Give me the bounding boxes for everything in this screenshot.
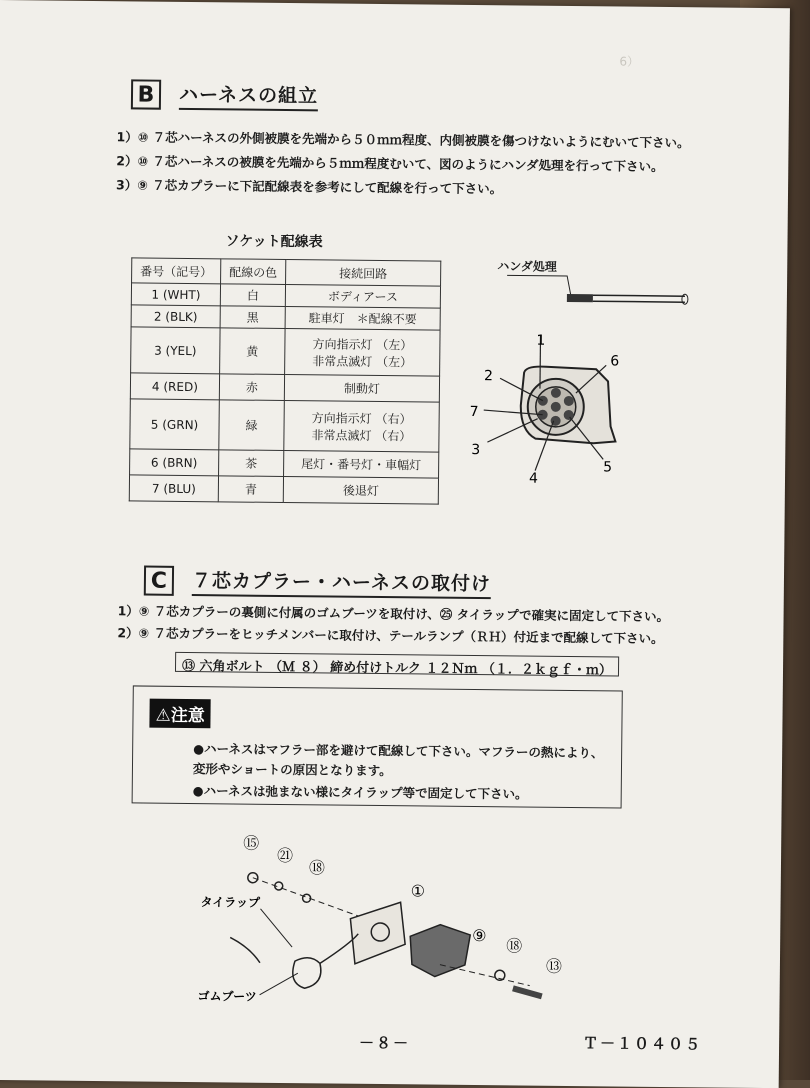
part-label: ㉑ [276, 845, 294, 866]
caution-line: 変形やショートの原因となります。 [192, 761, 392, 779]
table-row [131, 283, 440, 308]
part-label: ⑱ [308, 858, 326, 878]
section-c-header [144, 566, 491, 600]
pin-number: 4 (RED) [130, 373, 219, 400]
solder-wire-diagram [497, 267, 698, 319]
part-label: ⑮ [243, 833, 260, 853]
tie-wrap-label: タイラップ [200, 895, 261, 910]
pin-label: 1 [536, 332, 546, 349]
pin-label: 5 [603, 459, 613, 476]
socket-table-title: ソケット配線表 [225, 233, 323, 251]
pin-number: 3 (YEL) [131, 327, 220, 374]
table-row [130, 399, 440, 452]
rubber-boot-label: ゴムブーツ [197, 989, 257, 1004]
wire-color: 黒 [220, 306, 285, 329]
document-code: Ｔ－１０４０５ [583, 1034, 703, 1054]
pin-number: 2 (BLK) [131, 305, 220, 328]
circuit-line: 方向指示灯 （右） [311, 410, 412, 426]
torque-note: ⑬ 六角ボルト （Ｍ ８） 締め付けトルク １２Ｎｍ （１．２ｋｇｆ・ｍ） [175, 652, 619, 677]
section-b-step-1: 1）⑩ ７芯ハーネスの外側被膜を先端から５０ｍｍ程度、内側被膜を傷つけないようにむいて下さい。 [116, 129, 690, 151]
part-label: ① [410, 881, 426, 901]
page-number: －８－ [359, 1033, 411, 1053]
table-row [130, 373, 439, 402]
table-header: 配線の色 [221, 259, 286, 285]
table-header-row [132, 258, 441, 286]
table-header: 番号（記号） [132, 258, 221, 284]
section-b-title: ハーネスの組立 [179, 80, 318, 111]
socket-wiring-table [129, 257, 442, 504]
section-b-step-3: 3）⑨ ７芯カプラーに下記配線表を参考にして配線を行って下さい。 [115, 177, 503, 197]
caution-box [132, 685, 623, 808]
section-c-step-2: 2）⑨ ７芯カプラーをヒッチメンバーに取付け、テールランプ（ＲＨ）付近まで配線して下さい。 [117, 625, 664, 646]
circuit [284, 400, 440, 452]
circuit-line: 方向指示灯 （左） [312, 336, 413, 352]
circuit: 後退灯 [283, 476, 438, 504]
pin-label: 4 [528, 470, 539, 487]
wire-color: 青 [218, 476, 283, 503]
section-b-letter: B [131, 79, 161, 109]
circuit: 駐車灯 ＊配線不要 [285, 307, 440, 331]
pin-label: 2 [484, 368, 494, 385]
section-c-step-1: 1）⑨ ７芯カプラーの裏側に付属のゴムブーツを取付け、㉕ タイラップで確実に固定して下さい。 [117, 603, 670, 625]
bleed-through-text: 6） [619, 54, 640, 69]
table-row [131, 327, 440, 376]
wire-color: 白 [220, 284, 285, 307]
caution-label: 注意 [170, 705, 205, 727]
pin-label: 6 [610, 353, 620, 370]
circuit: 制動灯 [284, 375, 439, 403]
circuit-line: 非常点滅灯 （左） [312, 353, 413, 369]
pin-number: 5 (GRN) [130, 399, 220, 450]
caution-line: ●ハーネスは弛まない様にタイラップ等で固定して下さい。 [192, 783, 528, 802]
wire-color: 赤 [219, 374, 284, 401]
part-label: ⑬ [545, 956, 563, 976]
wire-color: 黄 [220, 328, 285, 375]
table-row [130, 449, 439, 478]
part-label: ⑨ [472, 925, 487, 946]
table-row [131, 305, 440, 330]
table-header: 接続回路 [286, 260, 441, 287]
part-label: ⑱ [506, 936, 523, 956]
circuit: ボディアース [285, 285, 440, 309]
wire-color: 茶 [219, 450, 284, 477]
section-b-header [131, 79, 318, 111]
solder-label: ハンダ処理 [497, 259, 557, 274]
pin-label: 3 [471, 441, 481, 459]
socket-pin-diagram [465, 330, 637, 492]
pin-number: 1 (WHT) [131, 283, 220, 306]
pin-label: 7 [469, 403, 479, 421]
section-c-letter: C [144, 566, 174, 596]
circuit-line: 非常点滅灯 （右） [311, 427, 412, 443]
table-row [129, 475, 438, 504]
wire-color: 緑 [219, 400, 285, 451]
caution-badge [149, 699, 211, 729]
circuit: 尾灯・番号灯・車幅灯 [284, 450, 439, 478]
pin-number: 6 (BRN) [130, 449, 219, 476]
pin-number: 7 (BLU) [129, 475, 218, 502]
section-b-step-2: 2）⑩ ７芯ハーネスの被膜を先端から５ｍｍ程度むいて、図のようにハンダ処理を行って下さい。 [116, 153, 664, 174]
assembly-illustration [179, 822, 601, 1016]
section-c-title: ７芯カプラー・ハーネスの取付け [192, 566, 491, 599]
caution-line: ●ハーネスはマフラー部を避けて配線して下さい。マフラーの熱により、 [193, 741, 604, 761]
warning-icon: ⚠ [155, 705, 171, 726]
circuit [285, 329, 440, 377]
